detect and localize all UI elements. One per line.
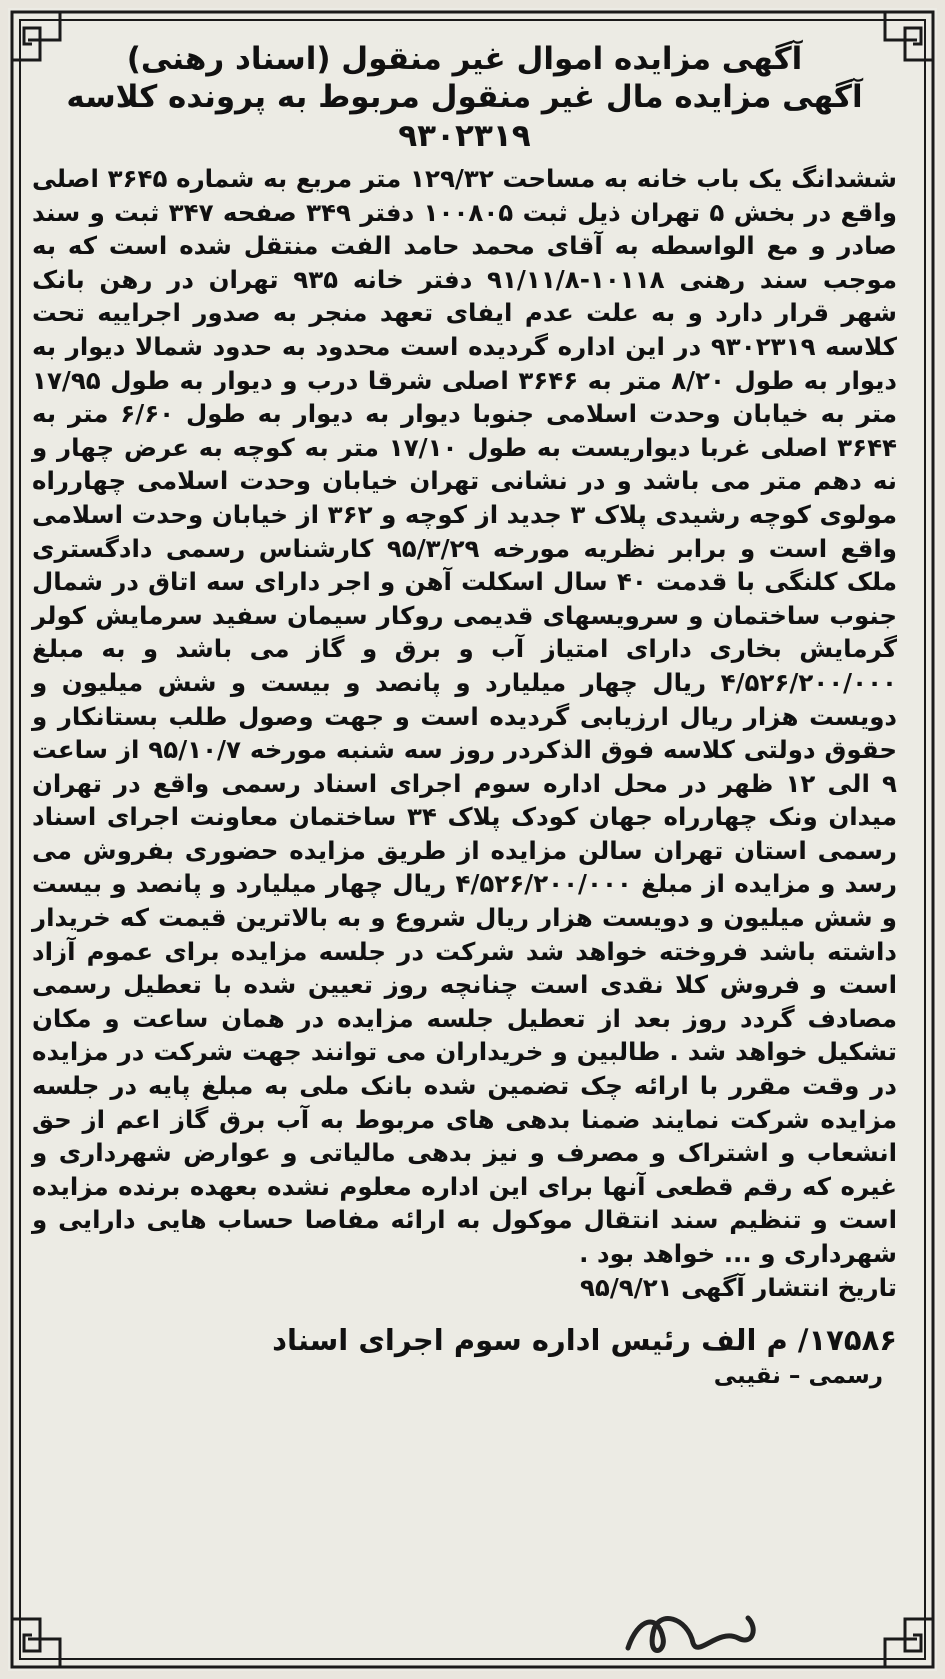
- notice-content: [32, 40, 897, 1640]
- publish-date: تاریخ انتشار آگهی ۹۵/۹/۲۱: [579, 1272, 897, 1302]
- signature-line-2: رسمی – نقیبی: [713, 1362, 883, 1389]
- handwritten-mark-icon: [618, 1598, 768, 1668]
- notice-title-2: آگهی مزایده مال غیر منقول مربوط به پرونده کلاسه: [66, 79, 863, 115]
- notice-title-1: آگهی مزایده اموال غیر منقول (اسناد رهنی): [126, 41, 803, 77]
- signature-line-1: ۱۷۵۸۶/ م الف رئیس اداره سوم اجرای اسناد: [272, 1322, 897, 1357]
- case-number: ۹۳۰۲۳۱۹: [398, 118, 531, 154]
- notice-body: ششدانگ یک باب خانه به مساحت ۱۲۹/۳۲ متر مربع به شماره ۳۶۴۵ اصلی واقع در بخش ۵ تهران ذیل ثبت ۱۰۰۸۰۵ دفتر ۳۴۹ صفحه ۳۴۷ ثبت و سند صادر و مع الواسطه به آقای محمد حامد الفت منتقل شده است که به موجب سند رهنی ۱۰۱۱۸-۹۱/۱۱/۸ دفتر خانه ۹۳۵ تهران در رهن بانک شهر قرار دارد و به علت عدم ایفای تعهد منجر به صدور اجراییه تحت کلاسه ۹۳۰۲۳۱۹ در این اداره گردیده است محدود به حدود شمالا دیوار به دیوار به طول ۸/۲۰ متر به ۳۶۴۶ اصلی شرقا درب و دیوار به طول ۱۷/۹۵ متر به خیابان وحدت اسلامی جنوبا دیوار به دیوار به طول ۶/۶۰ متر به ۳۶۴۴ اصلی غربا دیواریست به طول ۱۷/۱۰ متر به کوچه به عرض چهار و نه دهم متر می باشد و در نشانی تهران خیابان وحدت اسلامی چهارراه مولوی کوچه رشیدی پلاک ۳ جدید از کوچه و ۳۶۲ از خیابان وحدت اسلامی واقع است و برابر نظریه مورخه ۹۵/۳/۲۹ کارشناس رسمی دادگستری ملک کلنگی با قدمت ۴۰ سال اسکلت آهن و اجر دارای سه اتاق در شمال جنوب ساختمان و سرویسهای قدیمی روکار سیمان سفید سرمایش کولر گرمایش بخاری دارای امتیاز آب و برق و گاز می باشد و به مبلغ ۴/۵۲۶/۲۰۰/۰۰۰ ریال چهار میلیارد و پانصد و بیست و شش میلیون و دویست هزار ریال ارزیابی گردیده است و جهت وصول طلب بستانکار و حقوق دولتی کلاسه فوق الذکردر روز سه شنبه مورخه ۹۵/۱۰/۷ از ساعت ۹ الی ۱۲ ظهر در محل اداره سوم اجرای اسناد رسمی واقع در تهران میدان ونک چهارراه جهان کودک پلاک ۳۴ ساختمان معاونت اجرای اسناد رسمی استان تهران سالن مزایده از طریق مزایده حضوری بفروش می رسد و مزایده از مبلغ ۴/۵۲۶/۲۰۰/۰۰۰ ریال چهار میلیارد و پانصد و بیست و شش میلیون و دویست هزار ریال شروع و به بالاترین قیمت که خریدار داشته باشد فروخته خواهد شد شرکت در جلسه مزایده برای عموم آزاد است و فروش کلا نقدی است چنانچه روز تعیین شده با تعطیل رسمی مصادف گردد روز بعد از تعطیل جلسه مزایده در همان ساعت و مکان تشکیل خواهد شد . طالبین و خریداران می توانند جهت شرکت در مزایده در وقت مقرر با ارائه چک تضمین شده بانک ملی به مبلغ پایه در جلسه مزایده شرکت نمایند ضمنا بدهی های مربوط به آب برق گاز اعم از حق انشعاب و اشتراک و مصرف و نیز بدهی مالیاتی و عوارض شهرداری و غیره که رقم قطعی آنها برای این اداره معلوم نشده بعهده برنده مزایده است و تنظیم سند انتقال موکول به ارائه مفاصا حساب هایی دارایی و شهرداری و ... خواهد بود .: [32, 164, 898, 1268]
